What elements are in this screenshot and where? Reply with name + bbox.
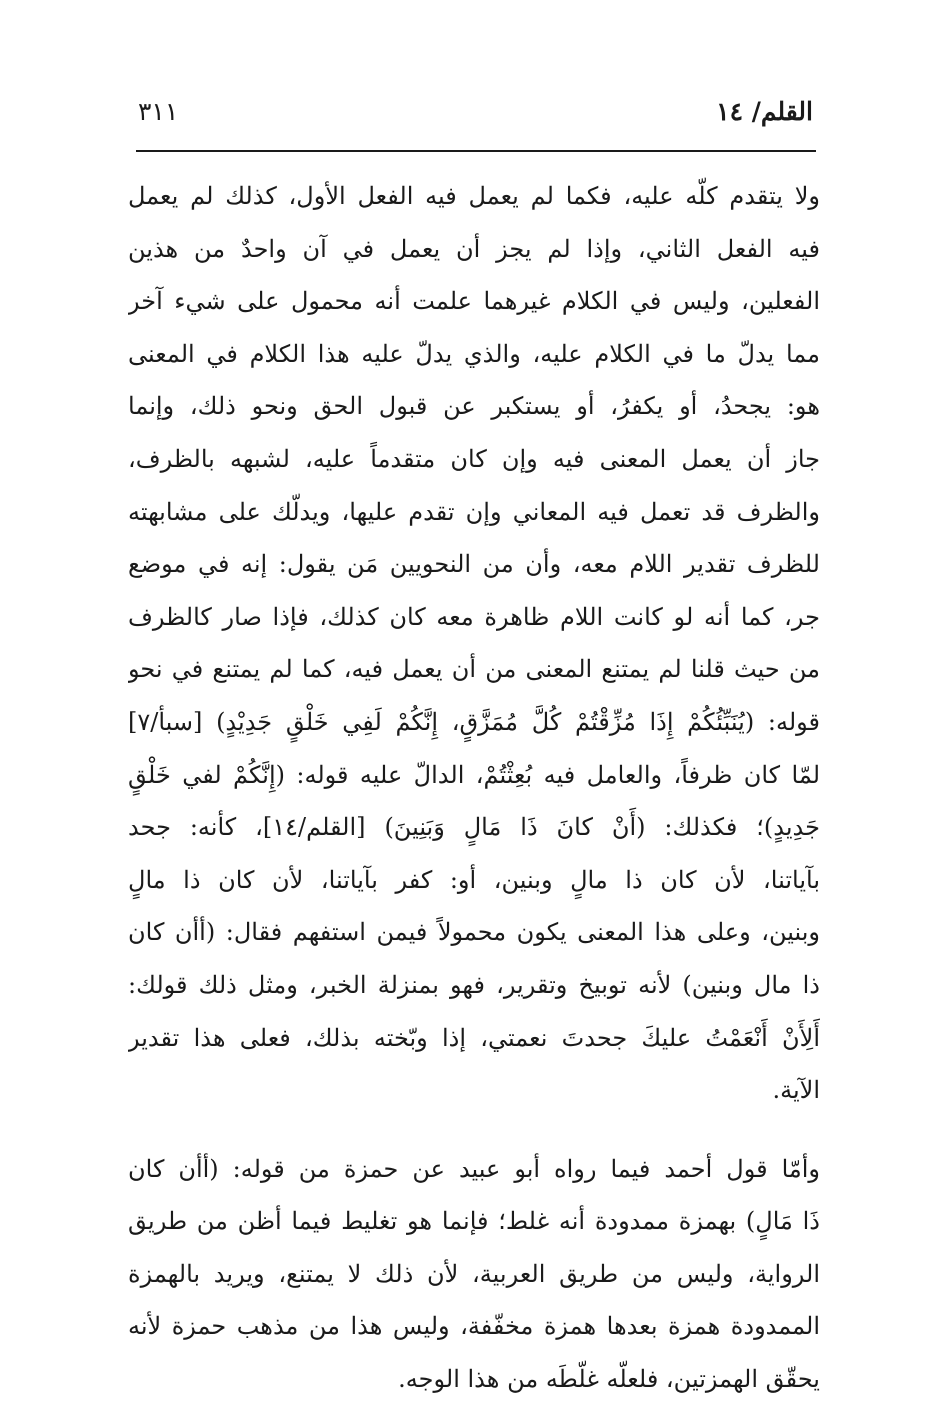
paragraph-1 <box>128 170 820 1117</box>
running-head: القلم/ ١٤ <box>716 97 813 126</box>
text-line: فيه الفعل الثاني، وإذا لم يجز أن يعمل في آن واحدٌ من هذين <box>128 234 820 263</box>
text-line: ولا يتقدم كلّه عليه، فكما لم يعمل فيه الفعل الأول، كذلك لم يعمل <box>128 182 820 210</box>
text-line: ذا مال وبنين) لأنه توبيخ وتقرير، فهو بمنزلة الخبر، ومثل ذلك قولك: <box>128 970 820 999</box>
text-line: والظرف قد تعمل فيه المعاني وإن تقدم عليها، ويدلّك على مشابهته <box>128 497 820 526</box>
text-line: الآية. <box>772 1076 820 1105</box>
text-line: أَلِأَنْ أَنْعَمْتُ عليكَ جحدتَ نعمتي، إذا وبّخته بذلك، فعلى هذا تقدير <box>128 1023 820 1052</box>
paragraph-2 <box>128 1143 820 1406</box>
body-text <box>128 170 820 1406</box>
text-line: الرواية، وليس من طريق العربية، لأن ذلك لا يمتنع، ويريد بالهمزة <box>128 1259 820 1288</box>
text-line: قوله: (يُنَبِّئُكُمْ إِذَا مُزِّقْتُمْ كُلَّ مُمَزَّقٍ، إِنَّكُمْ لَفِي خَلْقٍ جَدِيْدٍ) [سبأ/٧] <box>128 707 820 736</box>
text-line: مما يدلّ ما في الكلام عليه، والذي يدلّ عليه هذا الكلام في المعنى <box>128 339 820 368</box>
text-line: يحقّق الهمزتين، فلعلّه غلّطَه من هذا الوجه. <box>398 1365 820 1394</box>
text-line: الفعلين، وليس في الكلام غيرهما علمت أنه محمول على شيء آخر <box>128 287 820 316</box>
text-line: جَدِيدٍ)؛ فكذلك: (أَنْ كانَ ذَا مَالٍ وَبَنِينَ) [القلم/١٤]، كأنه: جحد <box>128 813 820 842</box>
page-header <box>138 92 813 132</box>
paragraph-spacer <box>128 1117 820 1143</box>
text-line: وأمّا قول أحمد فيما رواه أبو عبيد عن حمزة من قوله: (أأن كان <box>128 1154 820 1183</box>
page-number: ٣١١ <box>138 97 179 126</box>
header-divider <box>136 150 816 152</box>
text-line: وبنين، وعلى هذا المعنى يكون محمولاً فيمن استفهم فقال: (أأن كان <box>128 918 820 947</box>
text-line: للظرف تقدير اللام معه، وأن من النحويين مَن يقول: إنه في موضع <box>128 550 820 579</box>
text-line: جاز أن يعمل المعنى فيه وإن كان متقدماً عليه، لشبهه بالظرف، <box>128 444 820 473</box>
text-line: ذَا مَالٍ) بهمزة ممدودة أنه غلط؛ فإنما هو تغليط فيما أظن من طريق <box>128 1207 820 1236</box>
text-line: الممدودة همزة بعدها همزة مخفّفة، وليس هذا من مذهب حمزة لأنه <box>128 1312 820 1341</box>
text-line: هو: يجحدُ، أو يكفرُ، أو يستكبر عن قبول الحق ونحو ذلك، وإنما <box>128 392 820 421</box>
text-line: بآياتنا، لأن كان ذا مالٍ وبنين، أو: كفر بآياتنا، لأن كان ذا مالٍ <box>128 865 820 894</box>
text-line: لمّا كان ظرفاً، والعامل فيه بُعِثْتُمْ، الدالّ عليه قوله: (إِنَّكُمْ لفي خَلْقٍ <box>128 760 820 789</box>
text-line: جر، كما أنه لو كانت اللام ظاهرة معه كان كذلك، فإذا صار كالظرف <box>128 602 820 631</box>
text-line: من حيث قلنا لم يمتنع المعنى من أن يعمل فيه، كما لم يمتنع في نحو <box>128 655 820 684</box>
